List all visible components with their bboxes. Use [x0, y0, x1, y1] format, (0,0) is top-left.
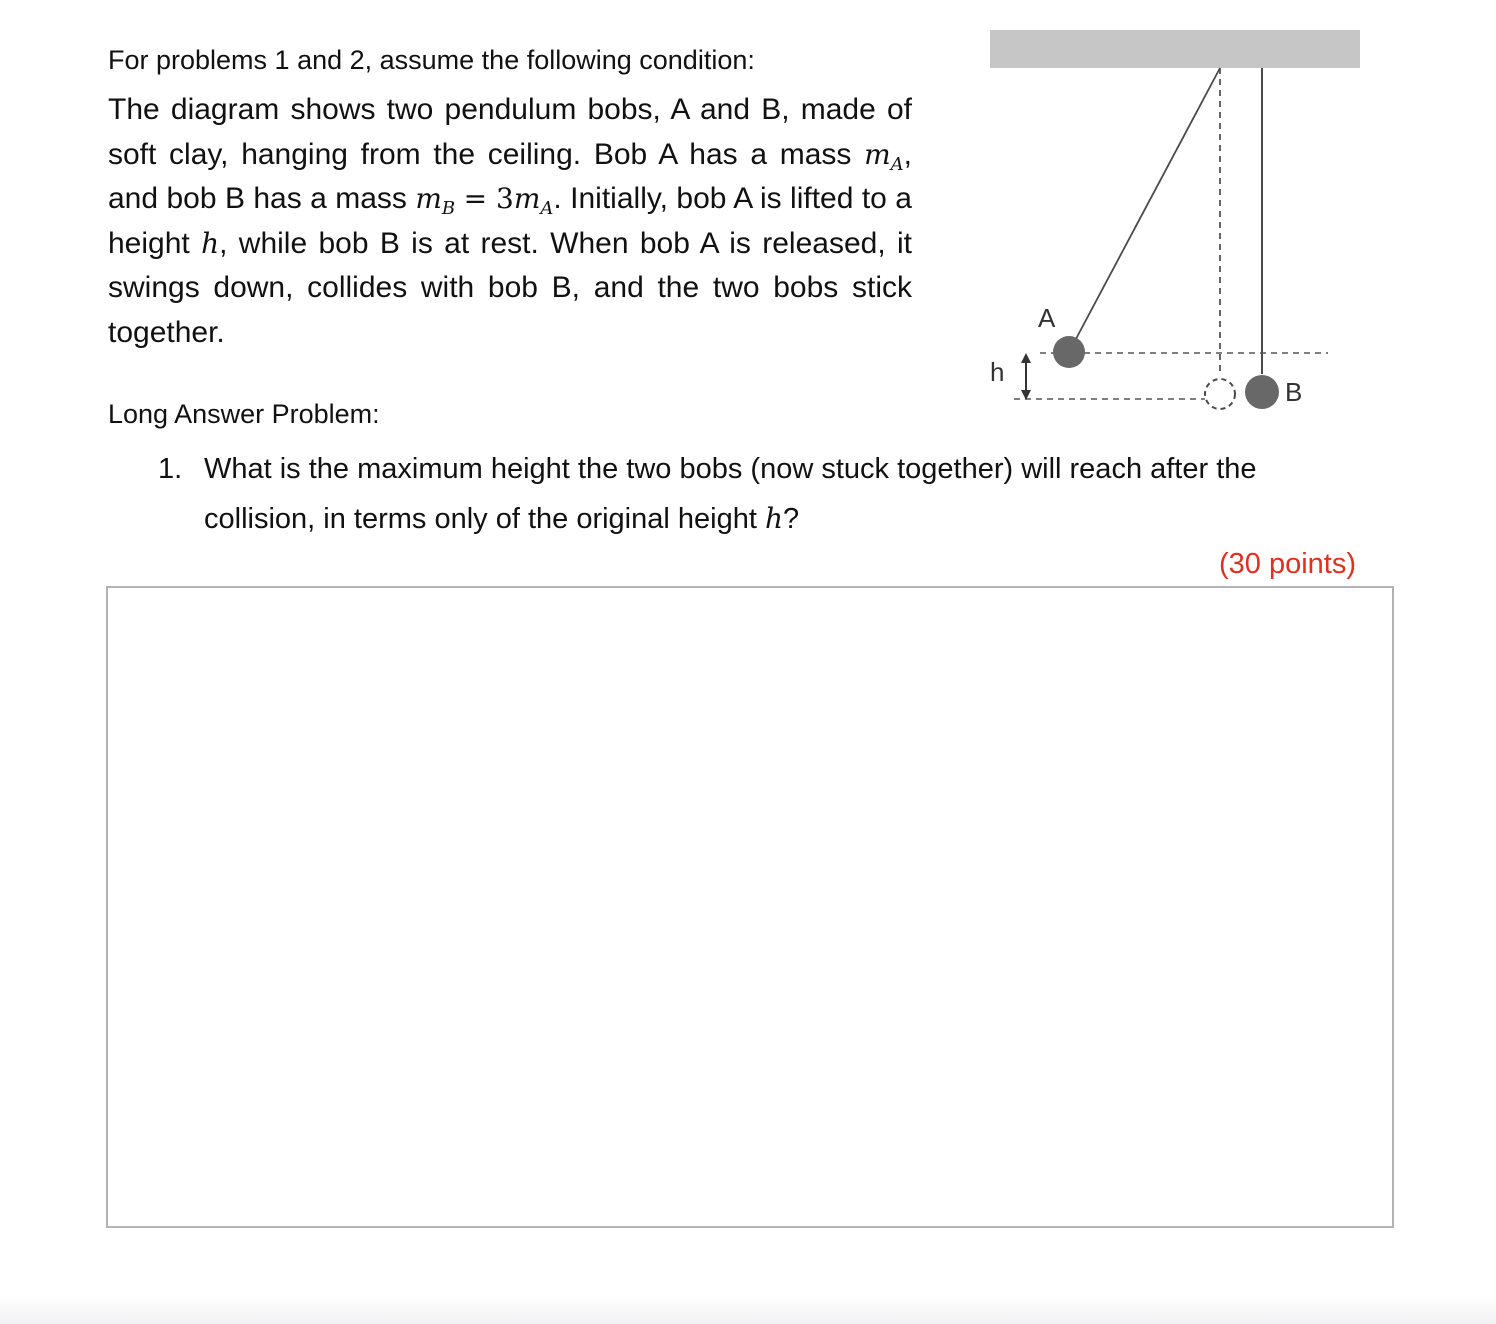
answer-box[interactable] — [106, 586, 1394, 1228]
ceiling — [990, 30, 1360, 68]
bob-b — [1245, 375, 1279, 409]
question-1 — [158, 444, 1338, 544]
bob-a — [1053, 336, 1085, 368]
statement-part-3: . Initially, bob A is lifted to a height — [108, 182, 912, 260]
height-symbol: h — [764, 502, 784, 535]
mass-a-symbol: $m_A$ — [864, 137, 904, 175]
height-symbol: h — [201, 226, 220, 260]
statement-part-1: The diagram shows two pendulum bobs, A and B, made of soft clay, hanging from the ceiling. Bob A has a mass — [108, 93, 912, 171]
statement-part-4: , while bob B is at rest. When bob A is released, it swings down, collides with bob B, and the two bobs stick together. — [108, 226, 912, 349]
problem-statement — [108, 88, 912, 355]
pendulum-diagram — [980, 24, 1370, 424]
intro-heading: For problems 1 and 2, assume the following condition: — [108, 45, 755, 75]
points-label: (30 points) — [1218, 548, 1356, 580]
equals-three: = 3 — [463, 182, 514, 215]
section-heading: Long Answer Problem: — [108, 399, 380, 429]
statement-part-2: , and bob B has a mass — [108, 137, 912, 215]
question-number: 1. — [158, 453, 183, 485]
label-b: B — [1285, 377, 1303, 407]
string-a — [1069, 68, 1220, 352]
height-arrow-head-up — [1021, 353, 1031, 363]
mass-a-symbol-2: $m_A$ — [513, 182, 554, 219]
label-a: A — [1038, 303, 1056, 333]
label-h: h — [990, 357, 1005, 387]
question-text: What is the maximum height the two bobs (now stuck together) will reach after the collision, in terms only of the original height h? — [204, 453, 1257, 535]
mass-b-symbol: $m_B$ — [415, 182, 456, 219]
bob-a-rest-position-outline — [1205, 379, 1235, 409]
page-bottom-edge — [0, 1296, 1496, 1324]
